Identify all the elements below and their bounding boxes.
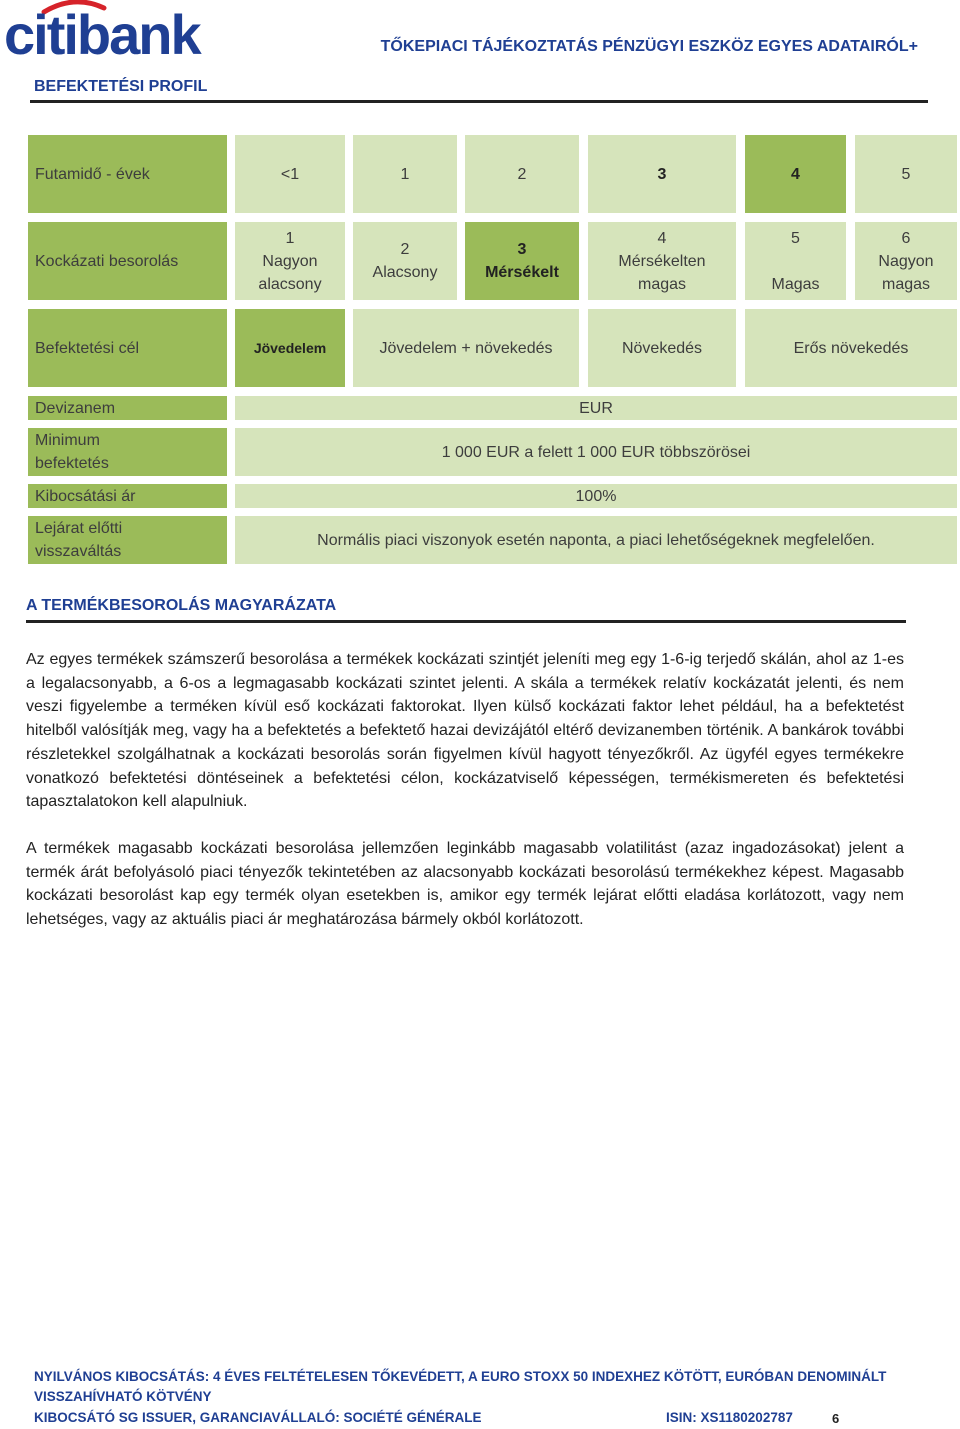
citibank-logo: [4, 0, 220, 62]
explanation-heading: A TERMÉKBESOROLÁS MAGYARÁZATA: [26, 597, 337, 614]
section-label: BEFEKTETÉSI PROFIL: [34, 78, 208, 95]
issue-price-label: Kibocsátási ár: [28, 484, 227, 508]
footer-issuer: KIBOCSÁTÓ SG ISSUER, GARANCIAVÁLLALÓ: SOCIÉTÉ GÉNÉRALE: [34, 1410, 482, 1425]
min-investment-label: Minimum befektetés: [28, 428, 227, 476]
page-number: 6: [832, 1411, 840, 1426]
maturity-cell: 2: [465, 135, 579, 213]
goal-cell: Jövedelem + növekedés: [353, 309, 579, 387]
early-redemption-value: Normális piaci viszonyok esetén naponta, a piaci lehetőségeknek megfelelően.: [235, 516, 957, 564]
risk-label: Kockázati besorolás: [28, 222, 227, 300]
footer-line-1: NYILVÁNOS KIBOCSÁTÁS: 4 ÉVES FELTÉTELESEN TŐKEVÉDETT, A EURO STOXX 50 INDEXHEZ KÖTÖTT, EURÓBAN DENOMINÁLT: [34, 1369, 887, 1384]
early-redemption-label: Lejárat előtti visszaváltás: [28, 516, 227, 564]
maturity-cell: 3: [588, 135, 736, 213]
maturity-cell: 1: [353, 135, 457, 213]
risk-cell: 5 Magas: [745, 222, 846, 300]
footer-isin: ISIN: XS1180202787: [666, 1410, 793, 1425]
explanation-paragraph-2: A termékek magasabb kockázati besorolása jellemzően leginkább magasabb volatilitást (azaz ingadozásokat) jelent a termék árát befolyásoló piaci tényezők tekintetében az alacsonyabb kockázati besorolású termékekhez képest. Magasabb kockázati besorolást kap egy termék olyan esetekben is, amikor egy termék lejárat előtti eladása korlátozott, vagy nem lehetséges, vagy az aktuális piaci ár meghatározása bármely okból korlátozott.: [26, 840, 904, 929]
currency-label: Devizanem: [28, 396, 227, 420]
min-investment-value: 1 000 EUR a felett 1 000 EUR többszörösei: [235, 428, 957, 476]
maturity-cell: <1: [235, 135, 345, 213]
logo-wordmark: citibank: [4, 3, 200, 62]
footer-line-2: VISSZAHÍVHATÓ KÖTVÉNY: [34, 1389, 212, 1404]
risk-cell: 1 Nagyon alacsony: [235, 222, 345, 300]
currency-value: EUR: [235, 396, 957, 420]
risk-cell-selected: 3 Mérsékelt: [465, 222, 579, 300]
goal-cell: Növekedés: [588, 309, 736, 387]
maturity-cell: 5: [855, 135, 957, 213]
header-rule: [30, 100, 928, 103]
goal-cell: Erős növekedés: [745, 309, 957, 387]
document-title: TŐKEPIACI TÁJÉKOZTATÁS PÉNZÜGYI ESZKÖZ EGYES ADATAIRÓL+: [380, 38, 918, 55]
goal-cell-selected: Jövedelem: [235, 309, 345, 387]
maturity-cell-selected: 4: [745, 135, 846, 213]
explanation-rule: [26, 620, 906, 623]
issue-price-value: 100%: [235, 484, 957, 508]
goal-label: Befektetési cél: [28, 309, 227, 387]
risk-cell: 6 Nagyon magas: [855, 222, 957, 300]
risk-cell: 2 Alacsony: [353, 222, 457, 300]
maturity-label: Futamidő - évek: [28, 135, 227, 213]
risk-cell: 4 Mérsékelten magas: [588, 222, 736, 300]
explanation-paragraph-1: Az egyes termékek számszerű besorolása a termékek kockázati szintjét jeleníti meg egy 1-6-ig terjedő skálán, ahol az 1-es a legalacsonyabb, a 6-os a legmagasabb kockázati szintet jelenti. A skála a termékek relatív kockázatát jelenti, és nem veszi figyelembe a terméken kívül eső kockázati faktorokat. Ilyen külső kockázati faktor lehet például, ha a befektetést hitelből valósítják meg, vagy ha a befektetés a befektető hazai devizájától eltérő devizanemben történik. A bankárok további részletekkel szolgálhatnak a kockázati besorolás során figyelmen kívül hagyott tényezőkről. Az ügyfél egyes termékekre vonatkozó befektetési döntéseinek a befektetési célon, kockázatviselő képességen, termékismereten és befektetési tapasztalatokon kell alapulniuk.: [26, 651, 904, 811]
